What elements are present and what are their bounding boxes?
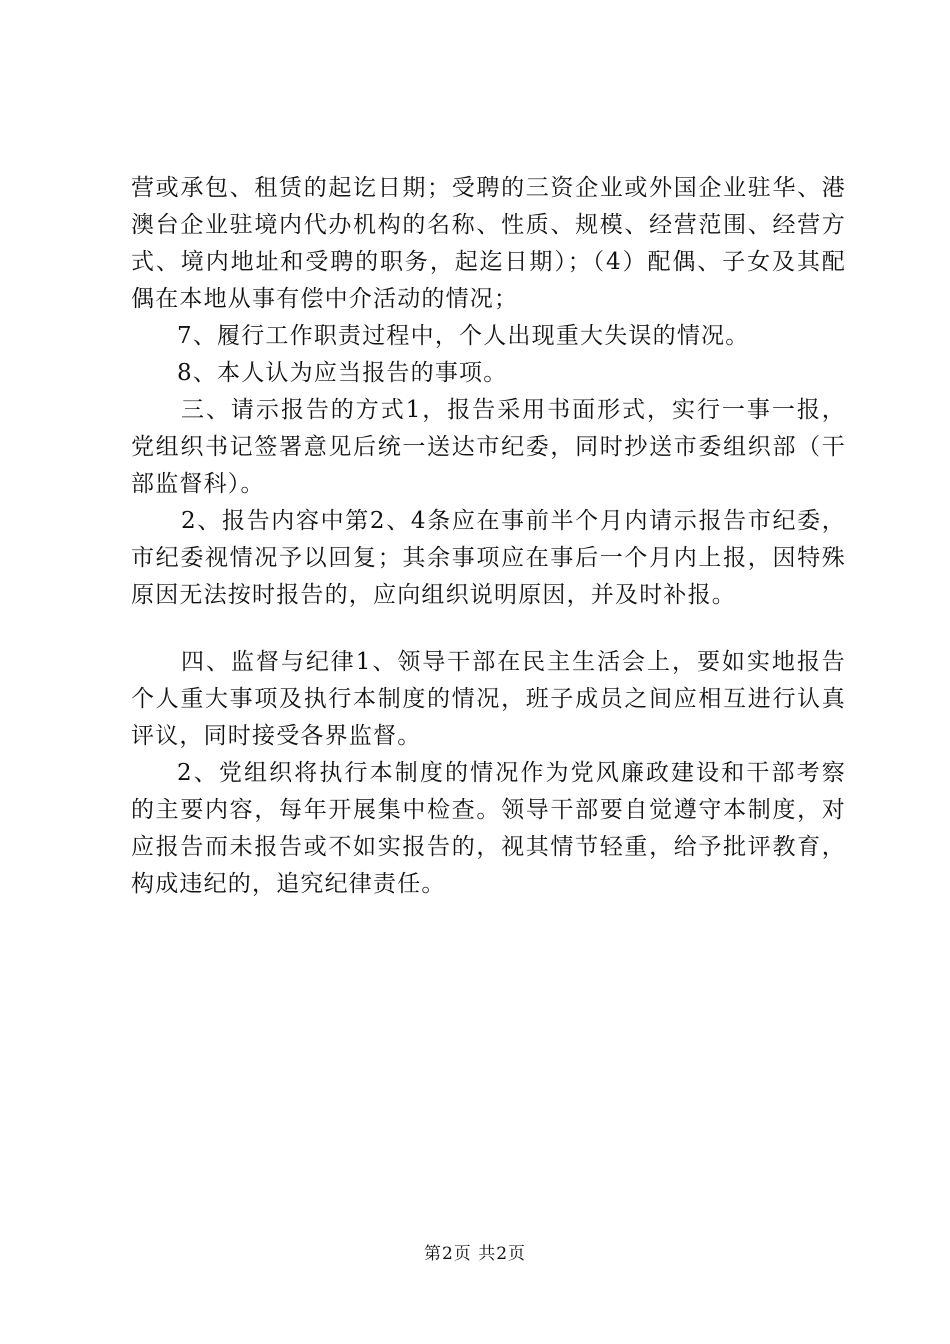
paragraph-item-7: 7、履行工作职责过程中，个人出现重大失误的情况。 bbox=[177, 323, 750, 349]
paragraph-section-4-item-2: 2、党组织将执行本制度的情况作为党风廉政建设和干部考察的主要内容，每年开展集中检查。领导干部要自觉遵守本制度，对应报告而未报告或不如实报告的，视其情节轻重，给予批评教育，构成违纪的，追究纪律责任。 bbox=[131, 760, 846, 897]
paragraph-section-4: 四、监督与纪律1、领导干部在民主生活会上，要如实地报告个人重大事项及执行本制度的情况，班子成员之间应相互进行认真评议，同时接受各界监督。 bbox=[131, 649, 846, 749]
paragraph-item-8: 8、本人认为应当报告的事项。 bbox=[177, 360, 508, 386]
paragraph-section-3: 三、请示报告的方式1，报告采用书面形式，实行一事一报，党组织书记签署意见后统一送达市纪委，同时抄送市委组织部（干部监督科）。 bbox=[131, 397, 846, 497]
paragraph-continuation: 营或承包、租赁的起讫日期；受聘的三资企业或外国企业驻华、港澳台企业驻境内代办机构的名称、性质、规模、经营范围、经营方式、境内地址和受聘的职务，起迄日期）；（4）配偶、子女及其配偶在本地从事有偿中介活动的情况； bbox=[131, 175, 846, 312]
paragraph-section-3-item-2: 2、报告内容中第2、4条应在事前半个月内请示报告市纪委，市纪委视情况予以回复；其余事项应在事后一个月内上报，因特殊原因无法按时报告的，应向组织说明原因，并及时补报。 bbox=[131, 508, 846, 608]
page-number-footer: 第2页 共2页 bbox=[423, 1244, 527, 1264]
document-body bbox=[131, 170, 846, 903]
